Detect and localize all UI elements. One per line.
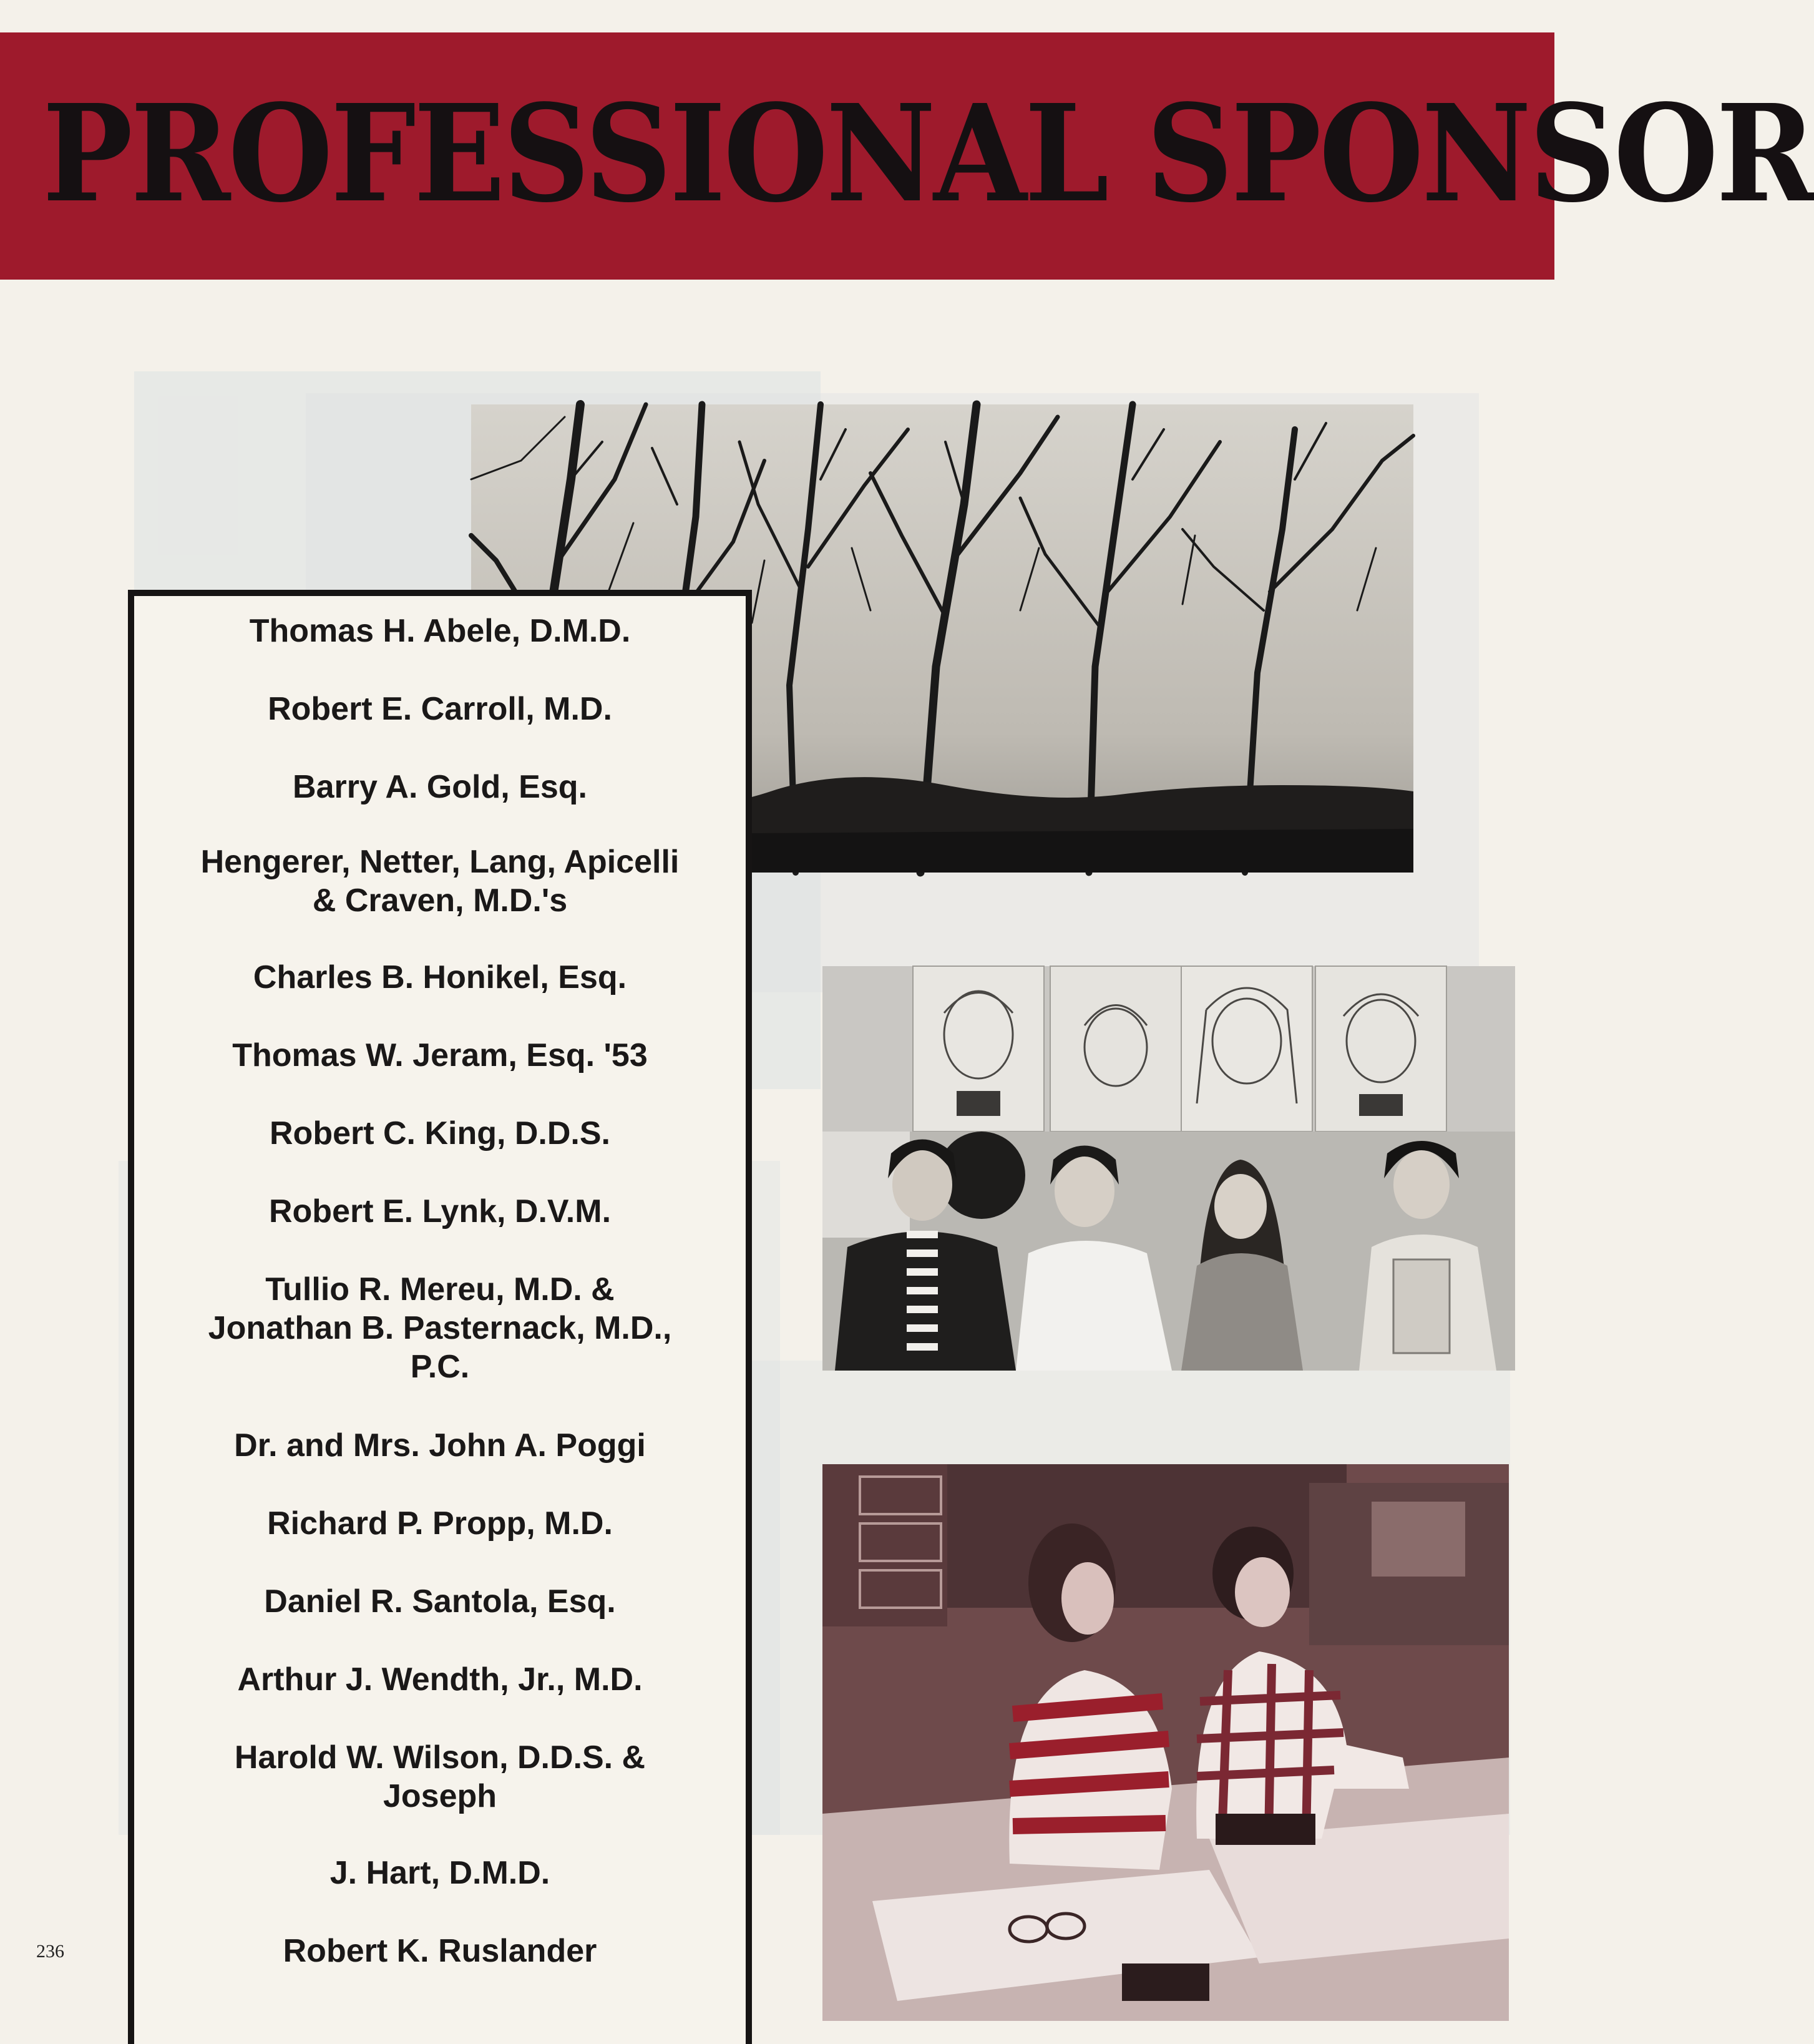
sponsor-name: Barry A. Gold, Esq.: [293, 769, 587, 805]
sponsor-name: J. Hart, D.M.D.: [329, 1855, 550, 1891]
sponsor-name: Hengerer, Netter, Lang, Apicelli & Craven, M.D.'s: [200, 844, 680, 919]
sponsor-name: Tullio R. Mereu, M.D. & Jonathan B. Pasternack, M.D., P.C.: [208, 1271, 672, 1385]
sponsor-name: Thomas H. Abele, D.M.D.: [249, 613, 631, 649]
sponsor-name: Charles B. Honikel, Esq.: [253, 959, 627, 995]
sponsor-name: Robert E. Lynk, D.V.M.: [268, 1193, 612, 1230]
sponsor-name: Robert C. King, D.D.S.: [270, 1115, 610, 1152]
sponsor-name: Robert K. Ruslander: [283, 1933, 597, 1969]
page-number: 236: [36, 1941, 64, 1962]
sponsor-name: Harold W. Wilson, D.D.S. & Joseph: [234, 1739, 646, 1814]
page-title: PROFESSIONAL SPONSOR: [42, 76, 1814, 232]
sponsor-name: Daniel R. Santola, Esq.: [264, 1583, 616, 1620]
photo-art-class: [822, 1464, 1509, 2021]
sponsor-name: Richard P. Propp, M.D.: [267, 1505, 613, 1542]
sponsor-name: Dr. and Mrs. John A. Poggi: [234, 1427, 646, 1464]
sponsor-name: Robert E. Carroll, M.D.: [268, 691, 612, 727]
sponsor-name: Arthur J. Wendth, Jr., M.D.: [237, 1661, 643, 1698]
photo-students-portraits: [822, 966, 1515, 1371]
sponsor-name: Thomas W. Jeram, Esq. '53: [232, 1037, 648, 1073]
sponsor-list-box: [128, 590, 752, 2044]
